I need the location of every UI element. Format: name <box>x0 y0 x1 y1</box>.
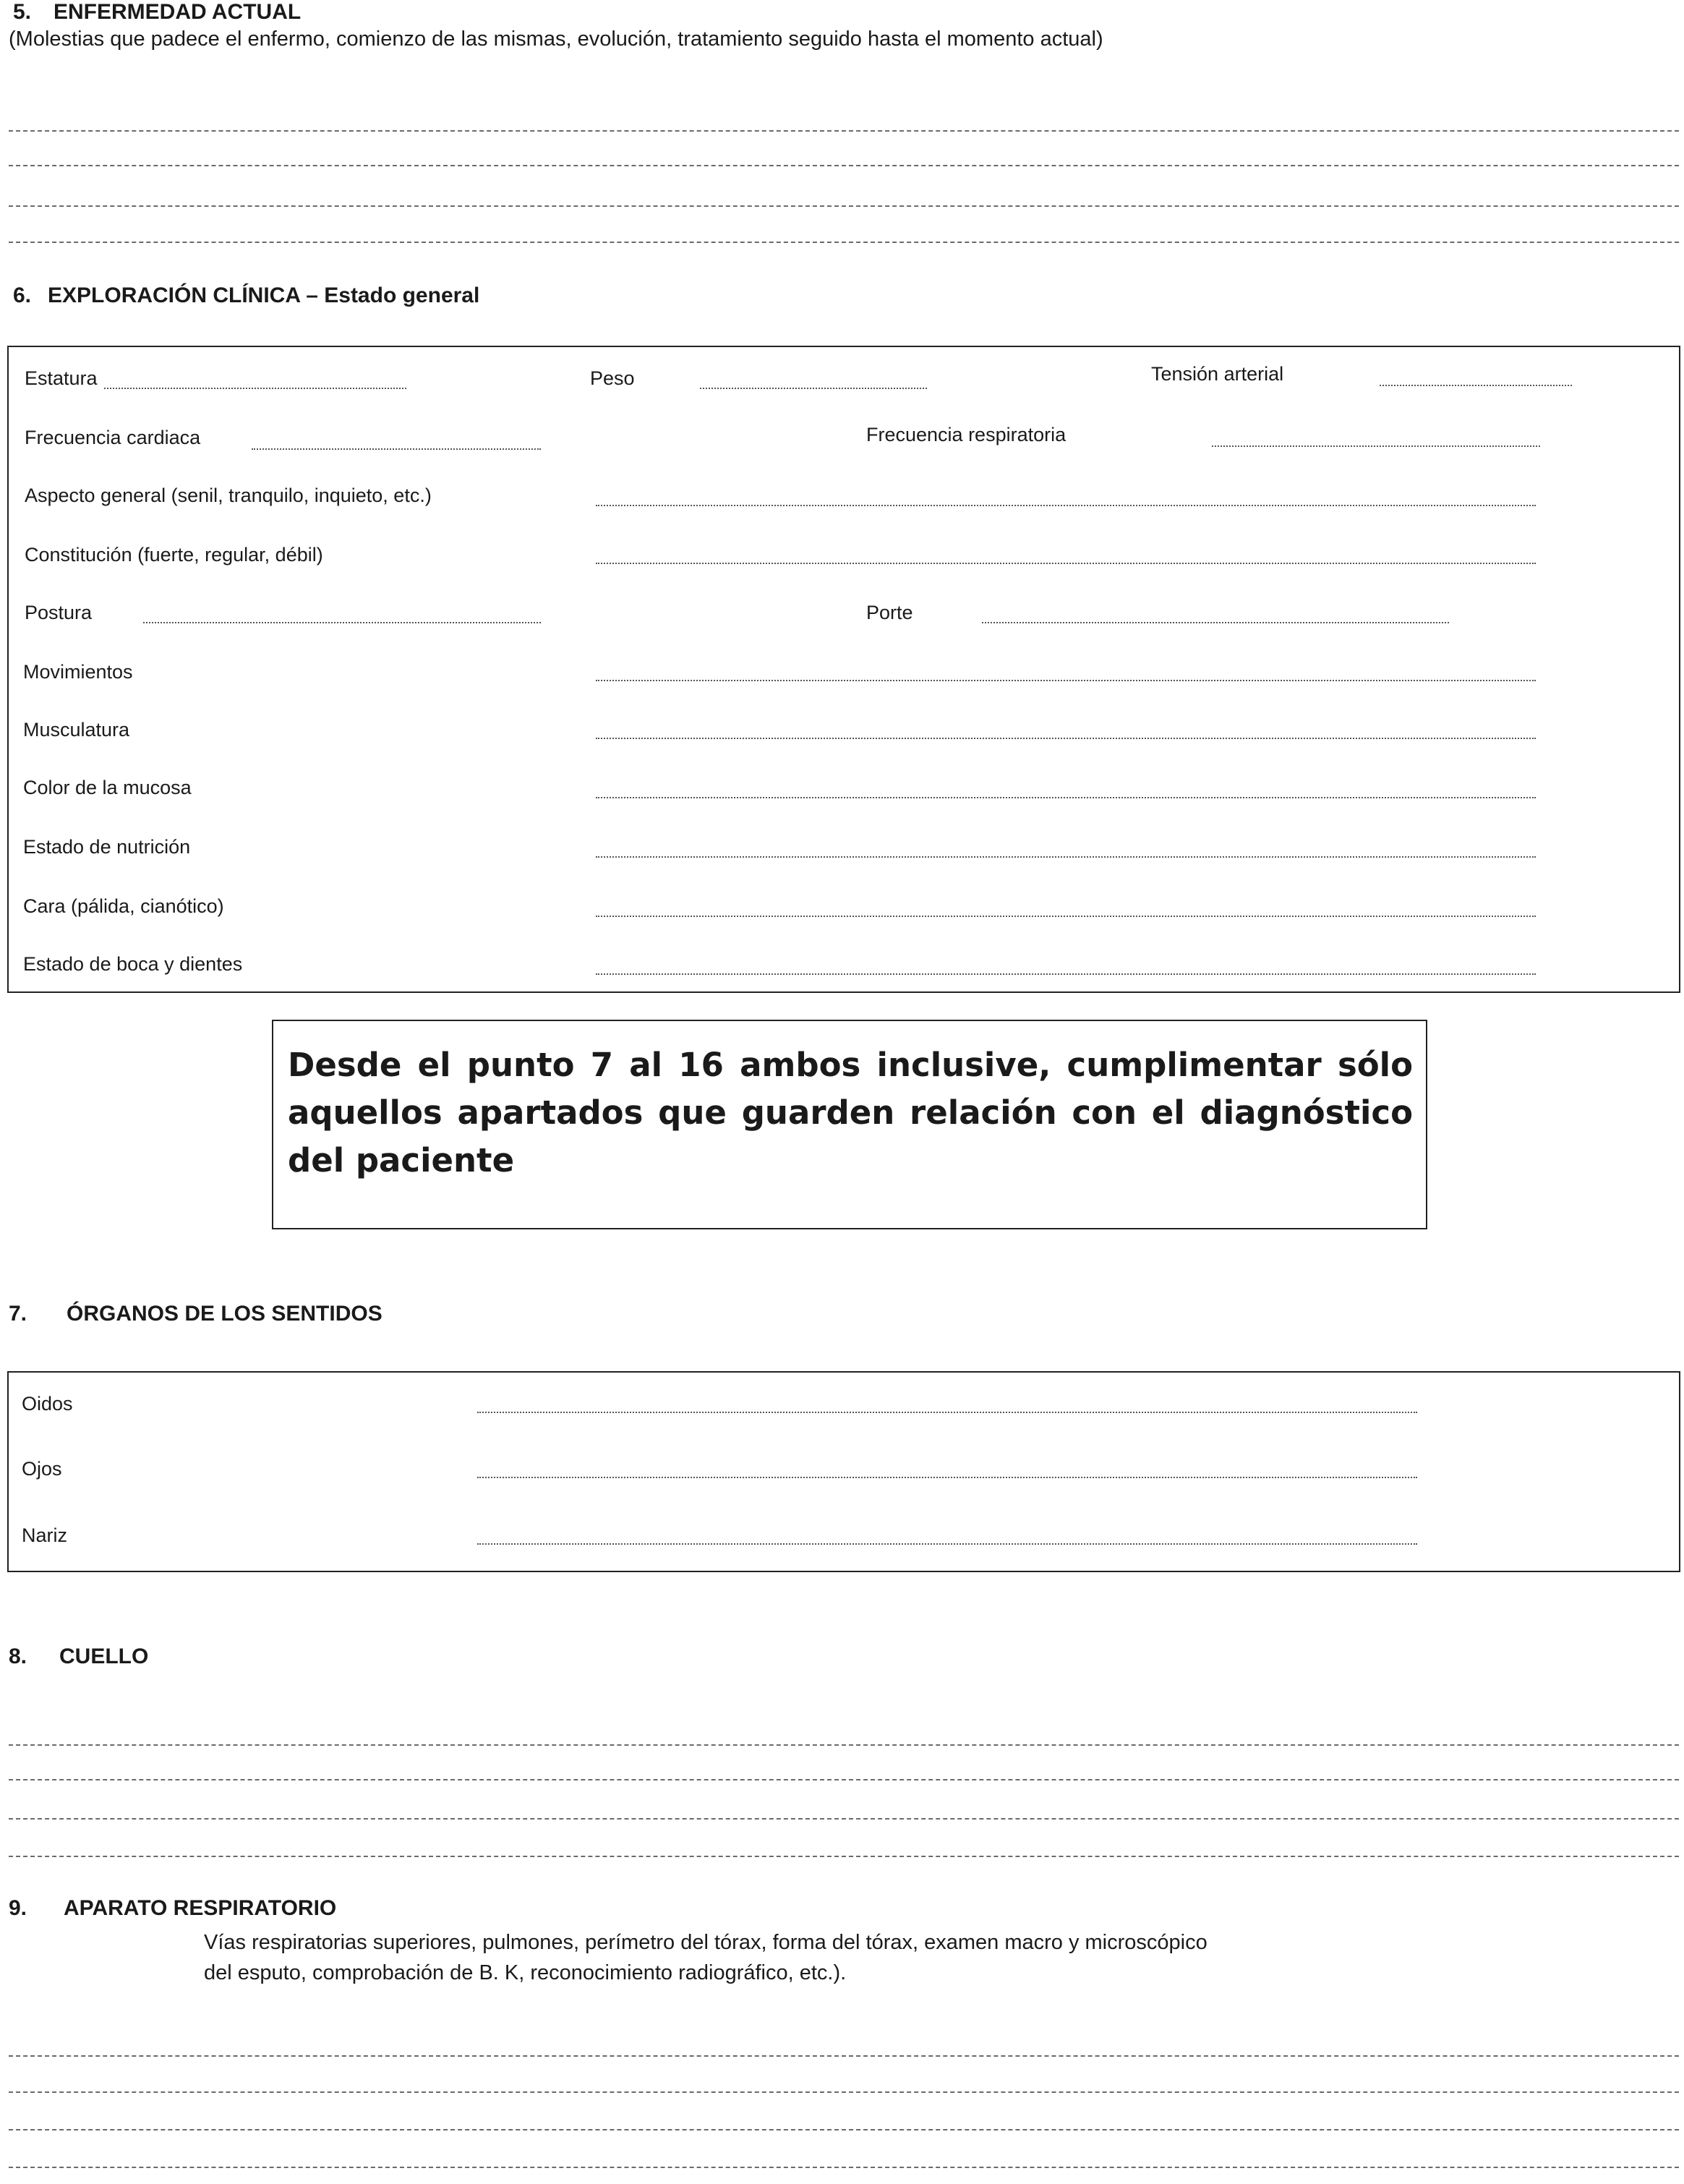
section-title: APARATO RESPIRATORIO <box>64 1896 337 1920</box>
field-oidos[interactable] <box>477 1412 1417 1413</box>
answer-line[interactable] <box>9 2091 1679 2093</box>
instructions-notice: Desde el punto 7 al 16 ambos inclusive, cumplimentar sólo aquellos apartados que guarden relación con el diagnóstico del paciente <box>272 1020 1427 1229</box>
section-9-heading <box>9 1896 336 1921</box>
label-movimientos: Movimientos <box>23 661 133 683</box>
section-title: ÓRGANOS DE LOS SENTIDOS <box>67 1302 382 1326</box>
answer-line[interactable] <box>9 205 1679 207</box>
label-constitucion: Constitución (fuerte, regular, débil) <box>25 544 323 566</box>
answer-line[interactable] <box>9 130 1679 132</box>
label-estado-nutricion: Estado de nutrición <box>23 836 191 858</box>
field-constitucion[interactable] <box>596 563 1536 564</box>
section-title: CUELLO <box>59 1645 149 1668</box>
field-estado-nutricion[interactable] <box>596 856 1536 858</box>
label-color-mucosa: Color de la mucosa <box>23 777 192 798</box>
field-frecuencia-cardiaca[interactable] <box>252 448 541 450</box>
field-color-mucosa[interactable] <box>596 797 1536 798</box>
answer-line[interactable] <box>9 242 1679 243</box>
field-musculatura[interactable] <box>596 738 1536 739</box>
label-tension-arterial: Tensión arterial <box>1151 363 1284 385</box>
label-porte: Porte <box>866 602 913 623</box>
answer-line[interactable] <box>9 2129 1679 2130</box>
answer-line[interactable] <box>9 1818 1679 1820</box>
section-5-heading <box>13 0 301 25</box>
section-9-instructions-line-2: del esputo, comprobación de B. K, reconocimiento radiográfico, etc.). <box>204 1961 847 1984</box>
section-number: 5. <box>13 0 32 24</box>
answer-line[interactable] <box>9 1779 1679 1780</box>
field-aspecto-general[interactable] <box>596 505 1536 506</box>
label-nariz: Nariz <box>22 1524 68 1546</box>
label-postura: Postura <box>25 602 93 623</box>
section-title: EXPLORACIÓN CLÍNICA – Estado general <box>48 283 480 307</box>
label-boca-dientes: Estado de boca y dientes <box>23 953 243 975</box>
section-number: 8. <box>9 1645 27 1668</box>
section-7-heading <box>9 1302 382 1326</box>
label-peso: Peso <box>590 367 635 389</box>
field-cara[interactable] <box>596 916 1536 917</box>
answer-line[interactable] <box>9 1744 1679 1746</box>
label-aspecto-general: Aspecto general (senil, tranquilo, inquieto, etc.) <box>25 485 432 506</box>
label-musculatura: Musculatura <box>23 719 130 741</box>
label-cara: Cara (pálida, cianótico) <box>23 895 224 917</box>
label-ojos: Ojos <box>22 1458 62 1480</box>
field-porte[interactable] <box>982 622 1449 623</box>
senses-table <box>7 1371 1680 1572</box>
field-nariz[interactable] <box>477 1543 1417 1545</box>
clinical-exam-table <box>7 346 1680 993</box>
answer-line[interactable] <box>9 2167 1679 2168</box>
label-estatura: Estatura <box>25 367 98 389</box>
section-title: ENFERMEDAD ACTUAL <box>54 0 302 24</box>
section-number: 7. <box>9 1302 27 1326</box>
field-ojos[interactable] <box>477 1477 1417 1478</box>
field-estatura[interactable] <box>104 388 406 389</box>
section-number: 6. <box>13 283 32 307</box>
section-9-instructions-line-1: Vías respiratorias superiores, pulmones, perímetro del tórax, forma del tórax, examen macro y microscópico <box>204 1931 1208 1954</box>
section-number: 9. <box>9 1896 27 1920</box>
answer-line[interactable] <box>9 2055 1679 2057</box>
field-postura[interactable] <box>143 622 541 623</box>
section-6-heading <box>13 283 479 308</box>
label-frecuencia-cardiaca: Frecuencia cardiaca <box>25 427 201 448</box>
field-boca-dientes[interactable] <box>596 973 1536 975</box>
answer-line[interactable] <box>9 165 1679 166</box>
section-5-instructions: (Molestias que padece el enfermo, comienzo de las mismas, evolución, tratamiento seguido hasta el momento actual) <box>9 27 1103 51</box>
section-8-heading <box>9 1645 148 1669</box>
answer-line[interactable] <box>9 1856 1679 1857</box>
field-movimientos[interactable] <box>596 680 1536 681</box>
field-tension-arterial[interactable] <box>1380 385 1572 386</box>
field-peso[interactable] <box>700 388 927 389</box>
field-frecuencia-respiratoria[interactable] <box>1212 445 1540 447</box>
label-frecuencia-respiratoria: Frecuencia respiratoria <box>866 424 1067 445</box>
label-oidos: Oidos <box>22 1393 73 1415</box>
